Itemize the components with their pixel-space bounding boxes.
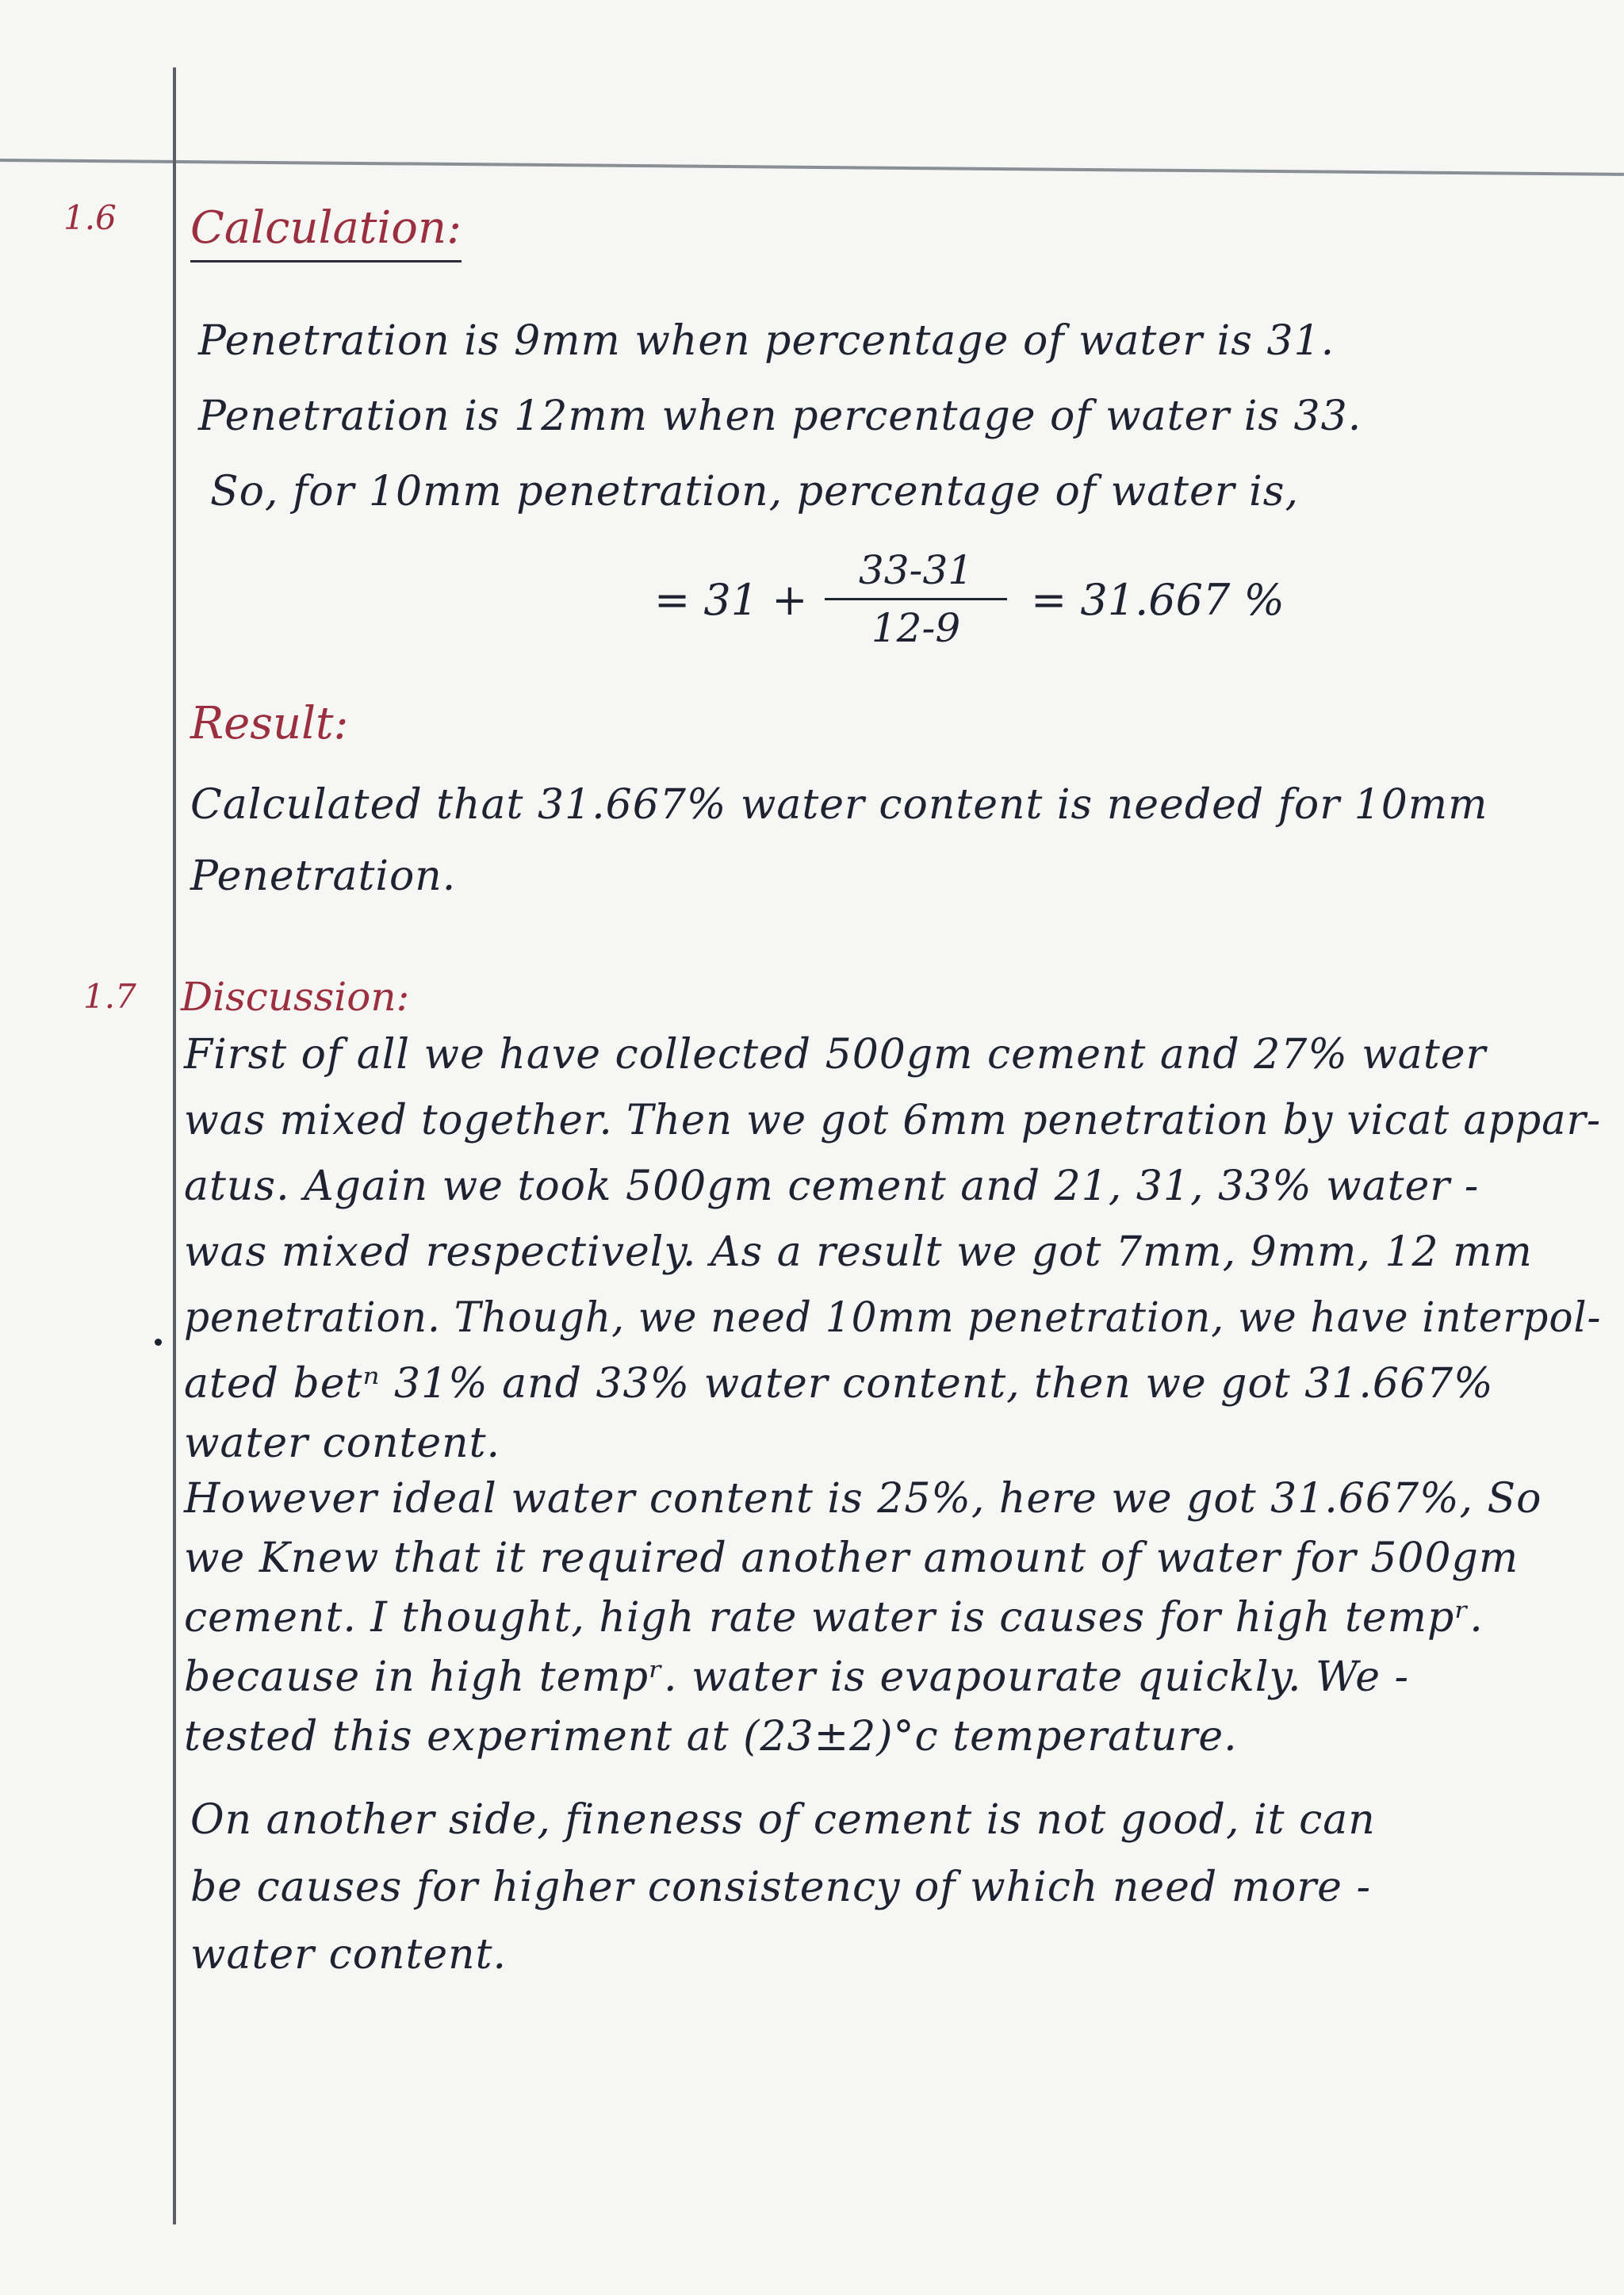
calc-line-1: Penetration is 9mm when percentage of water is 31. xyxy=(198,317,1335,365)
discussion-line-8: However ideal water content is 25%, here we got 31.667%, So xyxy=(184,1475,1542,1523)
top-rule-line xyxy=(0,159,1624,176)
result-line-2: Penetration. xyxy=(190,852,457,900)
margin-line xyxy=(173,67,176,2224)
formula-numerator: 33-31 xyxy=(825,547,1007,600)
calculation-heading: Calculation: xyxy=(190,202,462,262)
discussion-line-15: water content. xyxy=(190,1931,508,1979)
discussion-heading: Discussion: xyxy=(181,974,410,1020)
discussion-line-7: water content. xyxy=(184,1420,501,1467)
discussion-line-10: cement. I thought, high rate water is causes for high tempʳ. xyxy=(184,1594,1484,1642)
discussion-line-4: was mixed respectively. As a result we got 7mm, 9mm, 12 mm xyxy=(184,1228,1533,1276)
result-heading: Result: xyxy=(190,698,349,749)
discussion-line-13: On another side, fineness of cement is not good, it can xyxy=(190,1796,1376,1844)
discussion-line-12: tested this experiment at (23±2)°c temperature. xyxy=(184,1713,1238,1761)
discussion-line-5: penetration. Though, we need 10mm penetration, we have interpol- xyxy=(184,1294,1602,1342)
formula-result: = 31.667 % xyxy=(1031,575,1285,625)
calc-line-3: So, for 10mm penetration, percentage of water is, xyxy=(210,468,1299,515)
discussion-line-6: ated betⁿ 31% and 33% water content, then we got 31.667% xyxy=(184,1360,1494,1408)
formula-lhs: = 31 + xyxy=(654,575,808,625)
discussion-line-14: be causes for higher consistency of which need more - xyxy=(190,1864,1372,1911)
section-number-calculation: 1.6 xyxy=(63,198,117,237)
discussion-line-2: was mixed together. Then we got 6mm penetration by vicat appar- xyxy=(184,1097,1602,1144)
discussion-line-3: atus. Again we took 500gm cement and 21, 31, 33% water - xyxy=(184,1163,1480,1210)
calc-line-2: Penetration is 12mm when percentage of water is 33. xyxy=(198,393,1362,440)
formula-fraction xyxy=(825,547,1007,651)
margin-dot xyxy=(155,1339,162,1346)
section-number-discussion: 1.7 xyxy=(83,977,136,1016)
result-line-1: Calculated that 31.667% water content is needed for 10mm xyxy=(190,781,1488,829)
discussion-line-9: we Knew that it required another amount of water for 500gm xyxy=(184,1534,1519,1582)
discussion-line-11: because in high tempʳ. water is evapourate quickly. We - xyxy=(184,1653,1410,1701)
formula-denominator: 12-9 xyxy=(871,605,961,651)
discussion-line-1: First of all we have collected 500gm cement and 27% water xyxy=(184,1031,1487,1079)
